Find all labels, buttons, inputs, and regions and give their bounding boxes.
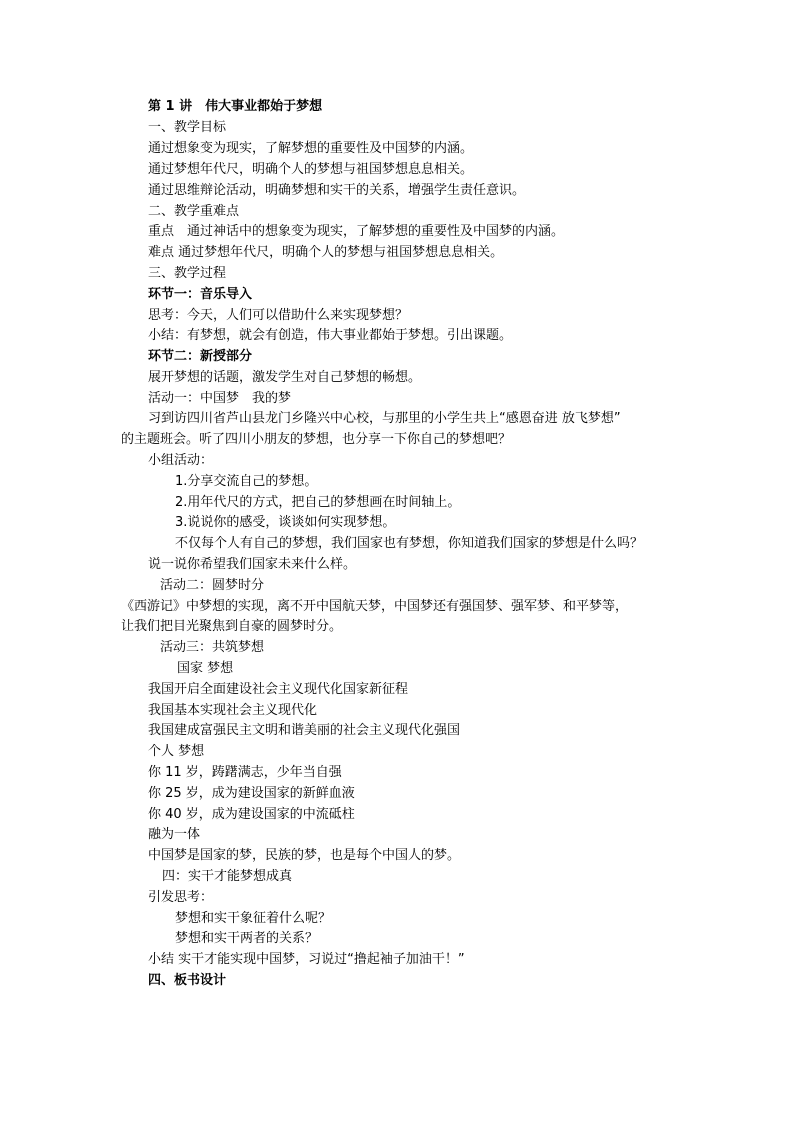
section-heading: 一、教学目标 [148, 120, 227, 135]
paragraph: 小结：有梦想，就会有创造，伟大事业都始于梦想。引出课题。 [148, 328, 513, 343]
paragraph: 《西游记》中梦想的实现，离不开中国航天梦，中国梦还有强国梦、强军梦、和平梦等， [121, 599, 629, 614]
list-item: 我国开启全面建设社会主义现代化国家新征程 [148, 682, 409, 697]
key-point: 重点 通过神话中的想象变为现实，了解梦想的重要性及中国梦的内涵。 [148, 224, 565, 239]
paragraph: 小组活动： [148, 453, 214, 468]
paragraph: 不仅每个人有自己的梦想，我们国家也有梦想，你知道我们国家的梦想是什么吗？ [175, 536, 644, 551]
link-heading: 环节二：新授部分 [148, 349, 253, 364]
goal-line: 通过想象变为现实，了解梦想的重要性及中国梦的内涵。 [148, 141, 474, 156]
paragraph: 的主题班会。听了四川小朋友的梦想，也分享一下你自己的梦想吧？ [121, 432, 512, 447]
goal-line: 通过思维辩论活动，明确梦想和实干的关系，增强学生责任意识。 [148, 183, 526, 198]
goal-line: 通过梦想年代尺，明确个人的梦想与祖国梦想息息相关。 [148, 162, 474, 177]
list-item: 我国基本实现社会主义现代化 [148, 703, 318, 718]
paragraph: 思考：今天，人们可以借助什么来实现梦想？ [148, 308, 409, 323]
paragraph: 引发思考： [148, 890, 214, 905]
activity-heading: 活动二：圆梦时分 [160, 578, 265, 593]
section-heading: 二、教学重难点 [148, 204, 240, 219]
section-heading: 四、板书设计 [148, 973, 227, 988]
list-item: 梦想和实干象征着什么呢？ [175, 911, 332, 926]
paragraph: 说一说你希望我们国家未来什么样。 [148, 557, 357, 572]
list-item: 2.用年代尺的方式，把自己的梦想画在时间轴上。 [175, 495, 461, 510]
list-item: 我国建成富强民主文明和谐美丽的社会主义现代化强国 [148, 723, 461, 738]
paragraph: 中国梦是国家的梦，民族的梦，也是每个中国人的梦。 [148, 848, 461, 863]
subheading: 个人 梦想 [148, 744, 205, 759]
activity-heading: 活动一：中国梦 我的梦 [148, 391, 292, 406]
list-item: 1.分享交流自己的梦想。 [175, 474, 318, 489]
list-item: 3.说说你的感受，谈谈如何实现梦想。 [175, 515, 396, 530]
paragraph: 让我们把目光聚焦到自豪的圆梦时分。 [121, 619, 343, 634]
list-item: 你 11 岁，踌躇满志，少年当自强 [148, 765, 342, 780]
subheading: 国家 梦想 [177, 661, 234, 676]
section-heading: 四：实干才能梦想成真 [162, 869, 293, 884]
section-heading: 三、教学过程 [148, 266, 227, 281]
activity-heading: 活动三：共筑梦想 [160, 640, 265, 655]
link-heading: 环节一：音乐导入 [148, 287, 253, 302]
paragraph: 融为一体 [148, 827, 201, 842]
paragraph: 展开梦想的话题，激发学生对自己梦想的畅想。 [148, 370, 422, 385]
paragraph: 小结 实干才能实现中国梦，习说过“撸起袖子加油干！” [148, 952, 465, 967]
lesson-title: 第 1 讲 伟大事业都始于梦想 [148, 99, 323, 114]
list-item: 你 25 岁，成为建设国家的新鲜血液 [148, 786, 355, 801]
difficult-point: 难点 通过梦想年代尺，明确个人的梦想与祖国梦想息息相关。 [148, 245, 504, 260]
list-item: 你 40 岁，成为建设国家的中流砥柱 [148, 807, 355, 822]
paragraph: 习到访四川省芦山县龙门乡隆兴中心校，与那里的小学生共上“感恩奋进 放飞梦想” [148, 411, 621, 426]
list-item: 梦想和实干两者的关系？ [175, 931, 319, 946]
